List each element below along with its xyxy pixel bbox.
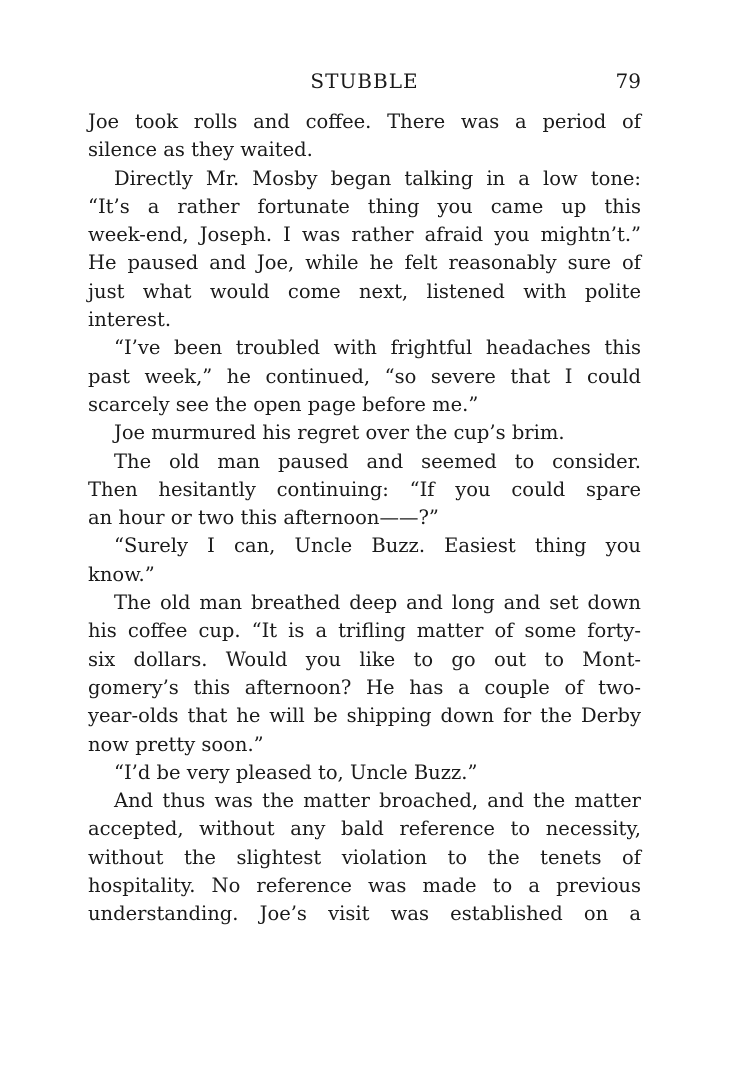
- text-line: hospitality. No reference was made to a previous: [88, 874, 641, 898]
- text-line: Joe murmured his regret over the cup’s brim.: [114, 421, 565, 445]
- text-line: He paused and Joe, while he felt reasonably sure of: [88, 251, 641, 275]
- text-line: understanding. Joe’s visit was established on a: [88, 902, 641, 926]
- text-line: scarcely see the open page before me.”: [88, 392, 479, 416]
- text-line: Joe took rolls and coffee. There was a period of: [88, 110, 641, 133]
- running-head: [88, 66, 641, 96]
- text-line: know.”: [88, 562, 155, 586]
- body-text: [88, 108, 641, 929]
- text-line: year-olds that he will be shipping down for the Derby: [88, 704, 641, 728]
- text-line: silence as they waited.: [88, 138, 313, 162]
- text-line: And thus was the matter broached, and the matter: [114, 789, 641, 813]
- text-line: interest.: [88, 308, 172, 332]
- text-line: Directly Mr. Mosby began talking in a low tone:: [114, 166, 641, 190]
- running-title: STUBBLE: [310, 69, 419, 93]
- text-line: now pretty soon.”: [88, 732, 264, 756]
- text-line: an hour or two this afternoon——?”: [88, 506, 439, 530]
- text-line: six dollars. Would you like to go out to Mont-: [88, 647, 641, 671]
- text-line: just what would come next, listened with polite: [88, 279, 641, 303]
- text-line: without the slightest violation to the tenets of: [88, 845, 641, 869]
- text-line: “Surely I can, Uncle Buzz. Easiest thing you: [114, 534, 641, 558]
- text-line: gomery’s this afternoon? He has a couple of two-: [88, 675, 641, 699]
- text-line: The old man breathed deep and long and set down: [114, 591, 641, 615]
- text-line: “It’s a rather fortunate thing you came up this: [88, 194, 641, 218]
- text-line: “I’ve been troubled with frightful headaches this: [114, 336, 641, 360]
- text-line: week-end, Joseph. I was rather afraid you mightn’t.”: [88, 223, 641, 247]
- text-line: accepted, without any bald reference to necessity,: [88, 817, 641, 841]
- text-line: his coffee cup. “It is a trifling matter of some forty-: [88, 619, 641, 643]
- text-line: past week,” he continued, “so severe that I could: [88, 364, 641, 388]
- text-line: The old man paused and seemed to consider.: [114, 449, 641, 473]
- text-line: Then hesitantly continuing: “If you could spare: [88, 477, 641, 501]
- text-line: “I’d be very pleased to, Uncle Buzz.”: [114, 760, 478, 784]
- page-number: 79: [615, 69, 641, 93]
